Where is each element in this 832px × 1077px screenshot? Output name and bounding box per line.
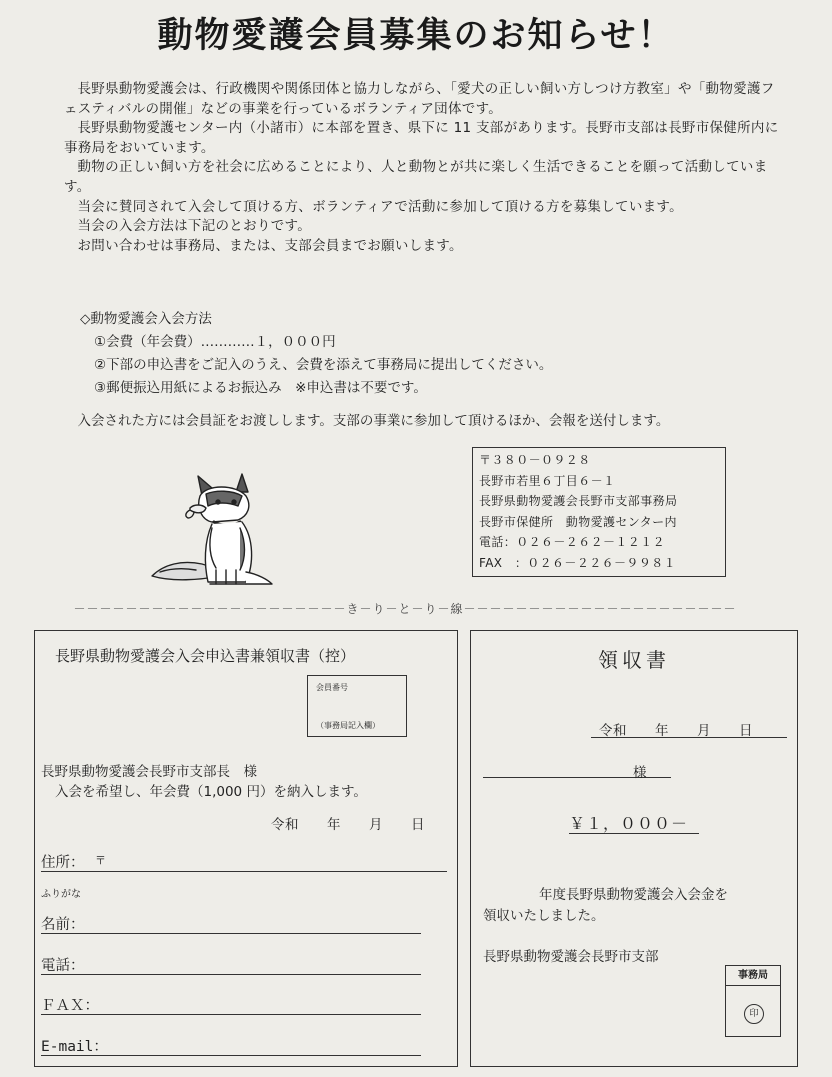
request-text: 入会を希望し、年会費（1,000 円）を納入します。 <box>55 784 367 800</box>
application-form <box>34 630 458 1067</box>
method-item: ②下部の申込書をご記入のうえ、会費を添えて事務局に提出してください。 <box>94 357 553 373</box>
application-date: 令和 年 月 日 <box>271 817 425 833</box>
method-heading: ◇動物愛護会入会方法 <box>80 311 212 327</box>
phone-field[interactable] <box>41 974 421 975</box>
fax-field[interactable] <box>41 1014 421 1015</box>
receipt-date-line <box>591 737 787 738</box>
method-item: ③郵便振込用紙によるお振込み ※申込書は不要です。 <box>94 380 427 396</box>
name-label: 名前： <box>41 917 85 933</box>
receipt-title: 領収書 <box>598 648 670 672</box>
contact-office: 長野県動物愛護会長野市支部事務局 <box>479 494 678 508</box>
recipient-honorific: 様 <box>633 765 647 781</box>
cut-line: －－－－－－－－－－－－－－－－－－－－－き－り－と－り－線－－－－－－－－－－－－－－－－－－－－－ <box>73 602 737 616</box>
contact-box <box>472 447 726 577</box>
page-title: 動物愛護会員募集のお知らせ！ <box>157 16 675 56</box>
receipt-date: 令和 年 月 日 <box>599 723 753 739</box>
dog-illustration <box>150 472 290 592</box>
contact-location: 長野市保健所 動物愛護センター内 <box>479 514 677 529</box>
email-label: E-mail： <box>41 1039 108 1055</box>
receipt-message-line: 年度長野県動物愛護会入会金を <box>539 887 728 903</box>
receipt-form <box>470 630 798 1067</box>
name-field[interactable] <box>41 933 421 934</box>
intro-paragraph: 長野県動物愛護センター内（小諸市）に本部を置き、県下に 11 支部があります。長野市支部は長野市保健所内に事務局をおいています。 <box>64 120 779 156</box>
phone-label: 電話： <box>41 958 85 974</box>
postal-mark: 〒 <box>95 854 106 867</box>
receipt-message <box>483 885 793 927</box>
intro-text <box>64 80 784 256</box>
intro-paragraph: お問い合わせは事務局、または、支部会員までお願いします。 <box>77 237 463 254</box>
contact-phone: 電話：０２６－２６２－１２１２ <box>479 535 666 549</box>
intro-paragraph: 当会に賛同されて入会して頂ける方、ボランティアで活動に参加して頂ける方を募集しています。 <box>77 198 683 215</box>
intro-paragraph: 長野県動物愛護会は、行政機関や関係団体と協力しながら、「愛犬の正しい飼い方しつけ方教室」や「動物愛護フェスティバルの開催」などの事業を行っているボランティア団体です。 <box>64 81 775 117</box>
email-field[interactable] <box>41 1055 421 1056</box>
addressee: 長野県動物愛護会長野市支部長 様 <box>41 764 257 780</box>
receipt-amount: ￥１，０００－ <box>569 814 689 833</box>
furigana-label: ふりがな <box>41 889 81 900</box>
intro-paragraph: 当会の入会方法は下記のとおりです。 <box>77 218 312 235</box>
application-title: 長野県動物愛護会入会申込書兼領収書（控） <box>55 647 356 665</box>
amount-underline <box>569 833 699 834</box>
address-field[interactable] <box>41 871 447 872</box>
member-number-note: （事務局記入欄） <box>316 721 380 730</box>
contact-address: 長野市若里６丁目６－１ <box>479 473 616 488</box>
intro-paragraph: 動物の正しい飼い方を社会に広めることにより、人と動物とが共に楽しく生活できることを願って活動しています。 <box>64 159 768 195</box>
contact-postal: 〒３８０－０９２８ <box>479 453 591 467</box>
receipt-organization: 長野県動物愛護会長野市支部 <box>483 949 659 965</box>
contact-fax: FAX ：０２６－２２６－９９８１ <box>479 555 677 570</box>
fax-label: ＦＡＸ： <box>41 998 99 1014</box>
office-stamp-box <box>725 965 781 1037</box>
method-item: ①会費（年会費）…………１，０００円 <box>94 334 336 350</box>
office-label: 事務局 <box>726 966 780 986</box>
receipt-message-line: 領収いたしました。 <box>483 908 605 924</box>
seal-mark: 印 <box>744 1004 764 1024</box>
member-number-box <box>307 675 407 737</box>
membership-method <box>80 308 780 400</box>
address-label: 住所： <box>41 855 85 871</box>
member-number-label: 会員番号 <box>316 683 348 692</box>
closing-text <box>64 412 784 432</box>
closing-paragraph: 入会された方には会員証をお渡しします。支部の事業に参加して頂けるほか、会報を送付します。 <box>77 413 670 429</box>
